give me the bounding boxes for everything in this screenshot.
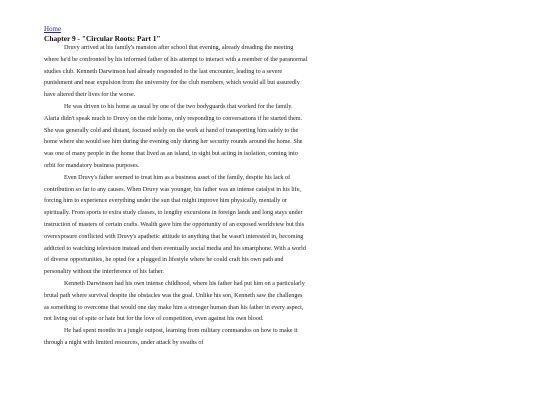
home-link[interactable]: Home — [44, 25, 62, 33]
chapter-page — [44, 25, 308, 350]
chapter-title: Chapter 9 - "Circular Roots: Part 1" — [44, 34, 161, 43]
story-paragraph: Even Druvy's father seemed to treat him as a business asset of the family, despite his lack of contribution so far to any causes. When Druvy was younger, his father was an intense catalyst in his life, forcing him to experience everything under the sun that might improve him physically, mentally or spiritually. From sports to extra study classes, to lengthy excursions in foreign lands and long stays under instruction of masters of certain crafts. Wealth gave him the opportunity of an exposed worldview but this overexposure conflicted with Druvy's apathetic attitude to anything that he wasn't interested in, becoming addicted to watching television instead and then eventually social media and his smartphone. With a world of diverse opportunities, he opted for a plugged in lifestyle where he could craft his own path and personality without the interference of his father. — [44, 174, 306, 276]
story-paragraph: Kenneth Darwinson had his own intense childhood, where his father had put him on a particularly brutal path where survival despite the obstacles was the goal. Unlike his son, Kenneth saw the challenges as something to overcome that would one day make him a stronger human than his father in every aspect, not living out of spite or hate but for the love of competition, even against his own blood. — [44, 280, 305, 323]
story-paragraph: He had spent months in a jungle outpost, learning from military commandos on how to make it through a night with limited resources, under attack by swaths of — [44, 328, 298, 346]
story-paragraph: Druvy arrived at his family's mansion after school that evening, already dreading the meeting where he'd be confronted by his informed father of his attempt to interact with a member of the paranormal studies club. Kenneth Darwinson had already responded to the last encounter, leading to a severe punishment and near expulsion from the university for the club members, which would all but assuredly have altered their lives for the worse. — [44, 45, 308, 99]
story-paragraph: He was driven to his home as usual by one of the two bodyguards that worked for the family. Alaria didn't speak much to Druvy on the ride home, only responding to conversations if he started them. She was generally cold and distant, focused solely on the work at hand of transporting him safely to the home where she would see him during the evening only during her security rounds around the home. She was one of many people in the home that lived as an island, in sight but acting in isolation, coming into orbit for mandatory business purposes. — [44, 103, 303, 169]
